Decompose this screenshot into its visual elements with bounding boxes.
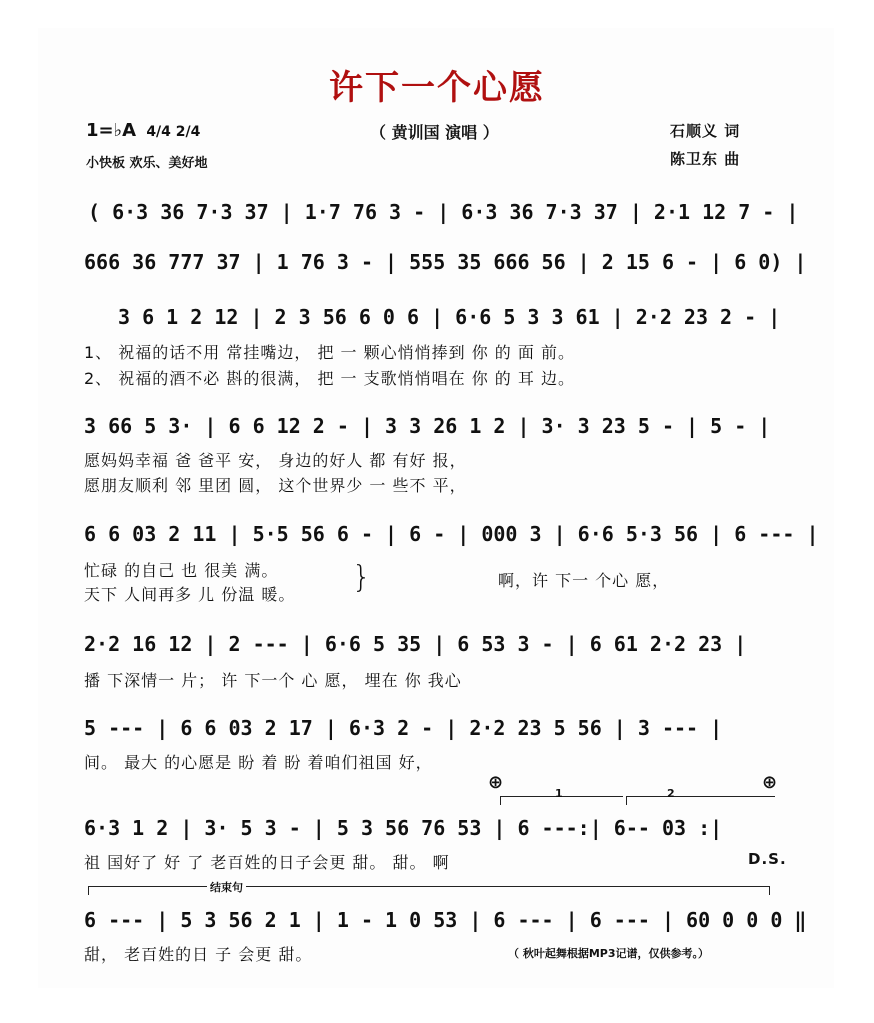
lyric-line-3-verse1: 1、 祝福的话不用 常挂嘴边， 把 一 颗心悄悄捧到 你 的 面 前。 (84, 343, 575, 362)
music-line-9: 6 --- | 5 3 56 2 1 | 1 - 1 0 53 | 6 --- | 6 --- | 60 0 0 0 ‖ (84, 908, 807, 932)
dal-segno-mark: D.S. (748, 850, 787, 868)
lyric-line-8: 祖 国好了 好 了 老百姓的日子会更 甜。 甜。 啊 (84, 853, 450, 872)
coda-sign-left: ⊕ (488, 772, 504, 793)
music-line-7: 5 --- | 6 6 03 2 17 | 6·3 2 - | 2·2 23 5 56 | 3 --- | (84, 716, 723, 740)
tempo-marking: 小快板 欢乐、美好地 (86, 156, 208, 171)
time-signature: 4/4 2/4 (146, 124, 201, 140)
lyric-line-7: 间。 最大 的心愿是 盼 着 盼 着咱们祖国 好， (84, 753, 433, 772)
music-line-6: 2·2 16 12 | 2 --- | 6·6 5 35 | 6 53 3 - | 6 61 2·2 23 | (84, 632, 747, 656)
music-line-3: 3 6 1 2 12 | 2 3 56 6 0 6 | 6·6 5 3 3 61 | 2·2 23 2 - | (118, 305, 781, 329)
song-title: 许下一个心愿 (329, 68, 545, 108)
volta-bracket-2 (626, 787, 775, 805)
composer-credit: 陈卫东 曲 (670, 150, 741, 168)
music-line-5: 6 6 03 2 11 | 5·5 56 6 - | 6 - | 000 3 | 6·6 5·3 56 | 6 --- | (84, 522, 819, 546)
verse-brace: } (352, 560, 372, 595)
volta-1-label: 1 (555, 787, 563, 800)
music-line-4: 3 66 5 3· | 6 6 12 2 - | 3 3 26 1 2 | 3· 3 23 5 - | 5 - | (84, 414, 771, 438)
lyric-line-5-verse1: 忙碌 的自己 也 很美 满。 (84, 561, 279, 580)
lyric-line-9: 甜， 老百姓的日 子 会更 甜。 (84, 945, 313, 964)
ending-label: 结束句 (207, 879, 246, 895)
lyric-line-5-verse2: 天下 人间再多 儿 份温 暖。 (84, 585, 296, 604)
music-line-2: 666 36 777 37 | 1 76 3 - | 555 35 666 56 | 2 15 6 - | 6 0) | (84, 250, 807, 274)
performer: （ 黄训国 演唱 ） (370, 123, 499, 142)
lyric-line-3-verse2: 2、 祝福的酒不必 斟的很满， 把 一 支歌悄悄唱在 你 的 耳 边。 (84, 369, 575, 388)
score-sheet (38, 28, 834, 988)
music-line-1: ( 6·3 36 7·3 37 | 1·7 76 3 - | 6·3 36 7·3 37 | 2·1 12 7 - | (88, 200, 799, 224)
lyricist-credit: 石顺义 词 (670, 122, 741, 140)
lyric-line-6: 播 下深情一 片； 许 下一个 心 愿， 埋在 你 我心 (84, 671, 462, 690)
ending-bracket (88, 881, 770, 895)
lyric-line-4-verse2: 愿朋友顺利 邻 里团 圆， 这个世界少 一 些不 平， (84, 476, 467, 495)
lyric-line-4-verse1: 愿妈妈幸福 爸 爸平 安， 身边的好人 都 有好 报， (84, 451, 467, 470)
coda-sign-right: ⊕ (762, 772, 778, 793)
transcription-note: （ 秋叶起舞根据MP3记谱，仅供参考。） (508, 947, 709, 960)
volta-2-label: 2 (667, 787, 675, 800)
music-line-8: 6·3 1 2 | 3· 5 3 - | 5 3 56 76 53 | 6 ---:| 6-- 03 :| (84, 816, 723, 840)
volta-bracket-1 (500, 787, 623, 805)
key-signature: 1=♭A 4/4 2/4 (86, 120, 201, 141)
lyric-line-5-chorus: 啊，许 下一 个心 愿， (498, 571, 670, 590)
